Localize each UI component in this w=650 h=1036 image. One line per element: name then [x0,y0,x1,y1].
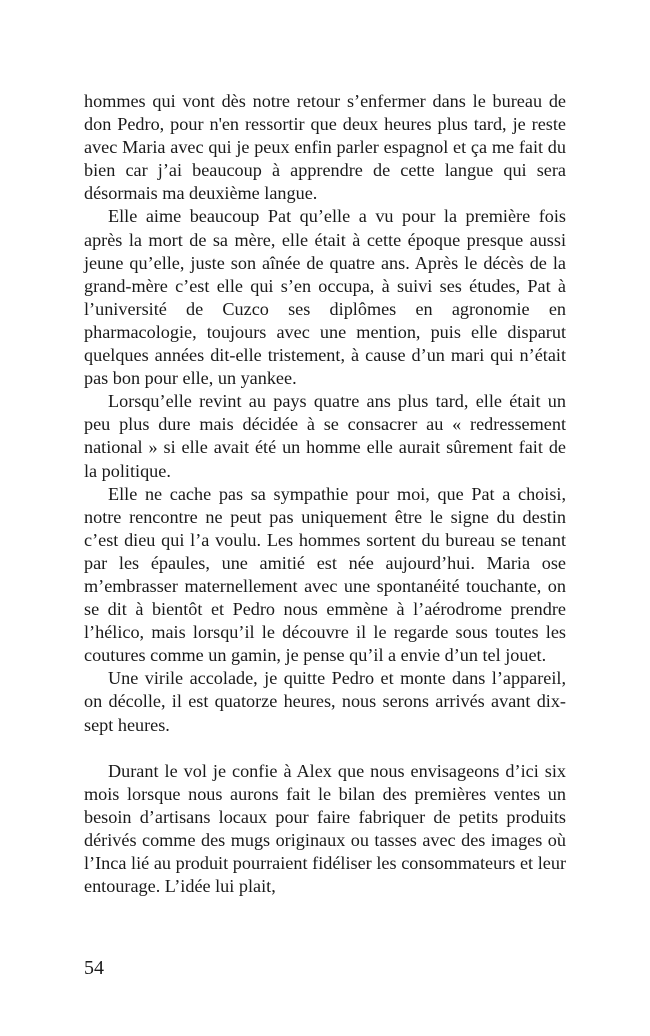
paragraph-maria-pat: Elle aime beaucoup Pat qu’elle a vu pour la première fois après la mort de sa mère, elle était à cette époque presque aussi jeune qu’elle, juste son aînée de quatre ans. Après le décès de la grand-mère c’est elle qui s’en occupa, à suivi ses études, Pat à l’université de Cuzco ses diplômes en agronomie en pharmacologie, toujours avec une mention, puis elle disparut quelques années dit-elle tristement, à cause d’un mari qui n’était pas bon pour elle, un yankee. [84,206,566,389]
section-break [84,737,566,760]
page-number: 54 [84,957,104,979]
paragraph-departure: Une virile accolade, je quitte Pedro et monte dans l’appareil, on décolle, il est quatorze heures, nous serons arrivés avant dix-sept heures. [84,668,566,735]
paragraph-flight: Durant le vol je confie à Alex que nous envisageons d’ici six mois lorsque nous aurons fait le bilan des premières ventes un besoin d’artisans locaux pour faire fabriquer de petits produits dérivés comme des mugs originaux ou tasses avec des images où l’Inca lié au produit pourraient fidéliser les consommateurs et leur entourage. L’idée lui plait, [84,760,566,897]
paragraph-sympathy: Elle ne cache pas sa sympathie pour moi, que Pat a choisi, notre rencontre ne peut pas uniquement être le signe du destin c’est dieu qui l’a voulu. Les hommes sortent du bureau se tenant par les épaules, une amitié est née aujourd’hui. Maria ose m’embrasser maternellement avec une spontanéité touchante, on se dit à bientôt et Pedro nous emmène à l’aérodrome prendre l’hélico, mais lorsqu’il le découvre il le regarde sous toutes les coutures comme un gamin, je pense qu’il a envie d’un tel jouet. [84,483,566,666]
paragraph-continuation: hommes qui vont dès notre retour s’enfermer dans le bureau de don Pedro, pour n'en ressortir que deux heures plus tard, je reste avec Maria avec qui je peux enfin parler espagnol et ça me fait du bien car j’ai beaucoup à apprendre de cette langue qui sera désormais ma deuxième langue. [84,91,566,204]
paragraph-return: Lorsqu’elle revint au pays quatre ans plus tard, elle était un peu plus dure mais décidée à se consacrer au « redressement national » si elle avait été un homme elle aurait sûrement fait de la politique. [84,391,566,481]
page-body [84,90,566,898]
